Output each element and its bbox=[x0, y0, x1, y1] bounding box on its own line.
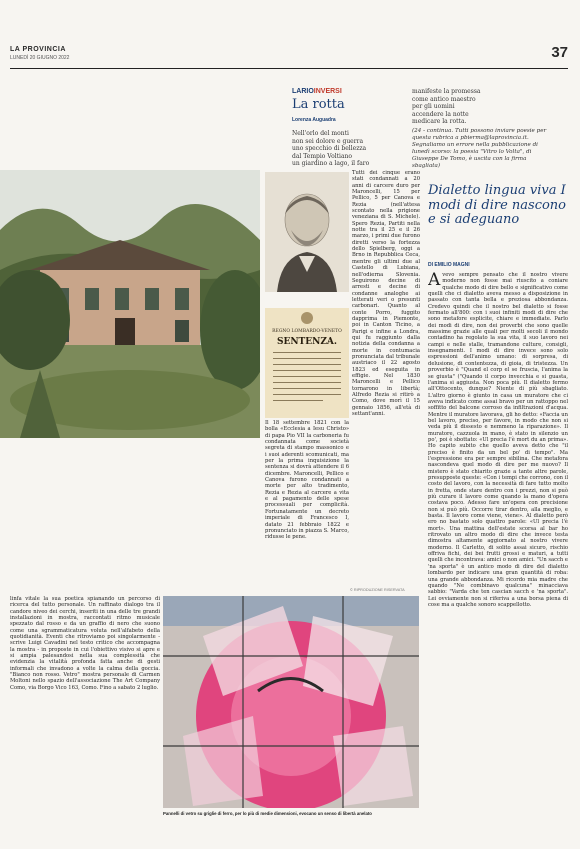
page-number: 37 bbox=[551, 44, 568, 61]
glass-exhibit-body: linfa vitale la sua poetica spianando un percorso di ricerca del tutto personale. Un raffinato dialogo tra il candore niveo dei cerchi, inseriti in una delle tre grandi installazioni in mostra, raccontati ritmo musicale spezzato dal rosso e da un graffio di nero che suono come una sgrammaticatura voluta nell'alfabeto della quotidianità. Eventi che ritroviamo poi singolarmente - scrive Luigi Cavadini nel testo critico che accompagna la mostra - in proposte in cui l'obiettivo visivo si apre e si ampia palesandosi nella sua complessità che evidenzia la vitalità profonda fatta anche di gesti informali che invadono a volte la calma della goccia. "Bianco non rosso. Vetro" mostra personale di Carmen Moltoni nello spazio dell'associazione The Art Company Como, via Borgo Vico 163, Como. Fino a sabato 2 luglio. bbox=[10, 596, 160, 691]
portrait-engraving bbox=[265, 172, 349, 292]
sentenza-document bbox=[265, 308, 349, 418]
column-title: La rotta bbox=[292, 97, 345, 112]
article-left-col-b: Tutti dei cinque erano stati condannati a 20 anni di carcere duro per Maroncelli, 15 per Pellico, 5 per Canova e Rezia (nell'attesa scontato nella prigione veneziana di S. Michele). Spero Rezia, Partiti nella notte tra il 25 e il 26 marzo, i primi due furono diretti verso la fortezza dello Spielberg, oggi a Brno in Repubblica Ceca, mentre gli ultimi due al Castello di Lubiana, nell'odierna Slovenia. Seguirono decine di arresti e decine di condanne analoghe ai letterati veri o presunti carbonari. Quanto al conte Porro, fuggito dapprima in Piemonte, poi in Canton Ticino, a Parigi e infine a Londra, qui fu raggiunto dalla notizia della condanna a morte in contumacia pronunciata dal tribunale austriaco il 22 agosto 1823 ed eseguita in effigie. Nel 1830 Maroncelli e Pellico tornarono in libertà; Alfredo Rezia si ritirò a Como, dove morì il 15 gennaio 1856, all'età di settant'anni. bbox=[352, 170, 420, 418]
doc-line-2: SENTENZA. bbox=[276, 337, 338, 347]
poem-note: (24 - continua. Tutti possono inviare poesie per questa rubrica a pbierma@laprovincia.it. Segnaliamo un errore nella pubblicazione di lunedì scorso: la poesia "Vitro lo Volta", di Giuseppe De Tomo, è uscita con la firma sbagliata) bbox=[412, 128, 547, 169]
photo-caption: Pannelli di vetro su griglie di ferro, per lo più di medie dimensioni, evocano un senso di libertà anelato bbox=[163, 811, 372, 816]
dialetto-body: Avevo sempre pensato che il nostro vivere moderno non fosse mai riuscito a coniare qualche modo di dire bello e significativo come quelli che ci dialetto aveva messo a disposizione in passato con tanta bella e preziosa abbondanza. Credevo quindi che il nostro bel dialetto si fosse fermato all'800: con i suoi infiniti modi di dire che sono metafore esplicite, chiare e immediate. Parlo dei modi di dire, non dei proverbi che sono quelle massime grazie alle quali per molti secoli il mondo contadino ha regolato la sua vita, il suo lavoro nei campi e nelle stalle, tramandone culture, consigli, insegnamenti. I modi di dire invece sono solo espressioni dell'animo umano: di sorpresa, di delusione, di contentezza, di gioia, di tristezza. Un proverbio è "Quand el corp el se fruscia, l'anima la se giusta" ("Quando il corpo invecchia e si guasta, l'anima si aggiusta. Non poca più. Il dialetto fermo all'Ottocento, dunque? Niente di più sbagliato. L'altro giorno è giunto in casa un muratore che ci aveva indicato come assai bravo per un rattoppo nel soffitto del balcone corroso da infiltrazioni d'acqua. Mentre il muratore lavorava, gli ho detto: «Faccia un bel lavoro, preciso, per favore, in modo che non si veda più il dissesto e nemmeno la riparazione». Il muratore, cazzuola in mano, è stato in silenzio un po', poi è sbottato: «Ul precia l'è mort du an prima». Ho capito subito che quello aveva detto che "il preciso è finito da un bel po' di tempo". Ma l'espressione era per sempre sibilina. Che metafora nascondeva quel modo di dire per me nuovo? Il mistero è stato chiarito grazie a tante altre parole, presupposte queste: «Con i tempi che corrono, con il costo del lavoro, con la necessità di fare tutto molto in fretta, onde stare dentro con i prezzi, non si può più curare il lavoro come quando la mano d'opera costava poco. Adesso fare un'opera con precisione non si può più. Occorre tirar dentro, alla meglio, e basta. Il lavoro come viene, viene». Al dialetto però ero no bastato solo quattro parole: «Ul precia l'è mort». Una mattina dell'estate scorsa al bar ho ritrovato un altro modo di dire che invece testa dimostra altamente aggiornato al nostro vivere moderno. Il Carletto, di solito assai sicuro, rischio offriva fichi, dei bei frutti grossi e maturi, a tutti quelli che incontrava: amici o non amici. "Un sacch e 'na sporta" è un antico modo di dire del dialetto lombardo per indicare una gran quantità di roba: una grande abbondanza. Mi ricordo mia madre che quando "Ne combinavo qualcuna" minacciava sabbio: "Varda che ten cascian sacch e 'na sporta". Lei ovviamente non si riferiva a una borsa piena di cose ma a qualche sonoro scappellotto. bbox=[428, 272, 568, 608]
column-byline: Lorenza Auguadra bbox=[292, 117, 336, 123]
header-rule bbox=[10, 68, 568, 69]
issue-date: LUNEDÌ 20 GIUGNO 2022 bbox=[10, 55, 70, 61]
poem-part-1: Nell'orlo del monti non sei dolore e guerra uno specchio di bellezza dal Tempio Voltiano un giardino a lago, il faro bbox=[292, 130, 370, 167]
newspaper-logo: LA PROVINCIA bbox=[10, 46, 66, 53]
column-kicker: LARIOINVERSI bbox=[292, 88, 342, 95]
dialetto-byline: DI EMILIO MAGNI bbox=[428, 262, 470, 268]
article-left-col-a2: Il 18 settembre 1821 con la bolla «Ecclesia a Iesu Christo» di papa Pio VII la carboneria fu condannata come società segreta di stampo massonico e i suoi aderenti scomunicati, ma per la prima inquisizione la sentenza si dovrà attendere il 6 dicembre. Maroncelli, Pellico e Canova furono condannati a morte per alto tradimento, Rezia e Rezia al carcere a vita e al pagamento delle spese processuali per complicità. Fortunatamente un decreto imperiale di Francesco I, datato 21 febbraio 1822 e pronunciato in piazza S. Marco, ridusse le pene. bbox=[265, 420, 349, 541]
doc-line-1: REGNO LOMBARDO-VENETO bbox=[272, 329, 342, 334]
dropcap: A bbox=[428, 272, 441, 290]
villa-photo bbox=[0, 170, 260, 438]
poem-part-2: manifeste la promessa come antico maestro per gli uomini accendere la notte medicare la rotta. bbox=[412, 88, 481, 125]
glass-panels-photo bbox=[163, 596, 419, 808]
dialetto-headline: Dialetto lingua viva I modi di dire nascono e si adeguano bbox=[428, 183, 566, 227]
photo-credit: © RIPRODUZIONE RISERVATA bbox=[350, 588, 405, 592]
